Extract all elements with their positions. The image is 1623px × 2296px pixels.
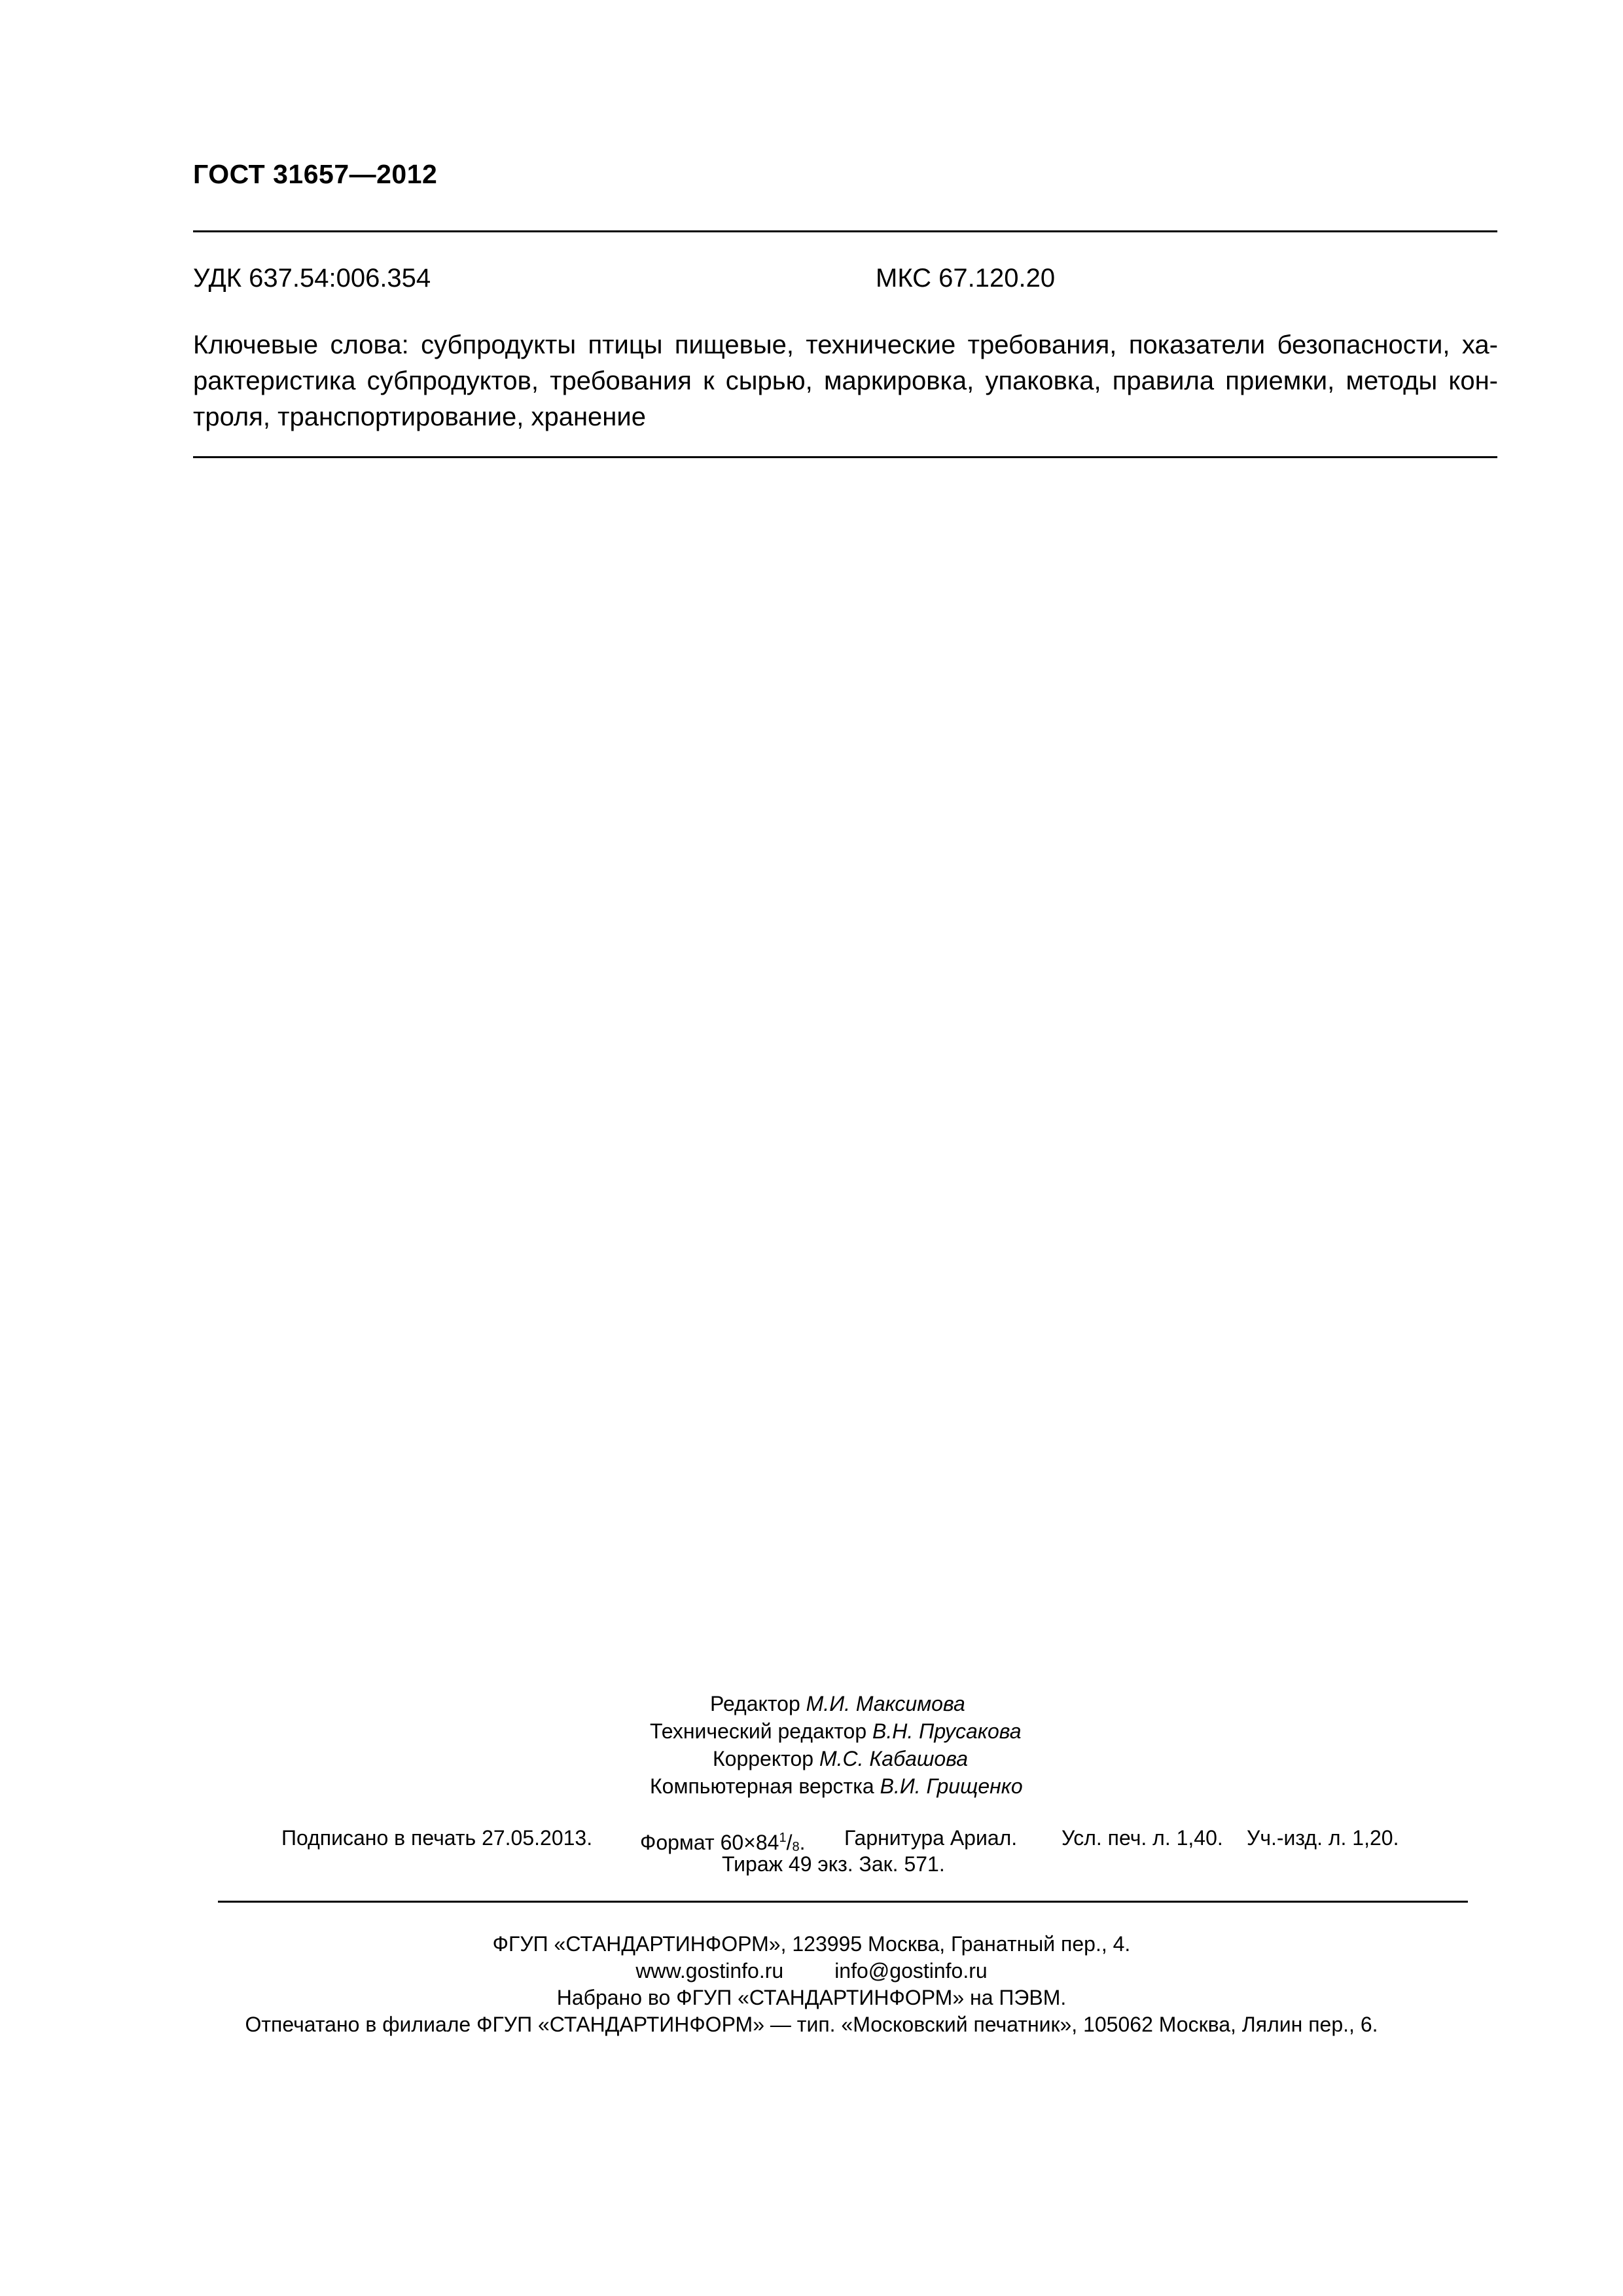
editor-label: Редактор: [710, 1692, 800, 1715]
contact-line: [0, 1958, 1623, 1984]
typeface: Гарнитура Ариал.: [844, 1826, 1018, 1850]
email-link[interactable]: info@gostinfo.ru: [834, 1959, 988, 1982]
editor-name: М.И. Максимова: [806, 1692, 965, 1715]
keywords-divider: [193, 456, 1497, 458]
tech-editor-label: Технический редактор: [650, 1719, 867, 1743]
udk-code: УДК 637.54:006.354: [193, 264, 431, 293]
credits-block: [0, 1690, 1623, 1800]
keywords-block: [193, 327, 1498, 435]
publisher-address: ФГУП «СТАНДАРТИНФОРМ», 123995 Москва, Гранатный пер., 4.: [492, 1932, 1131, 1956]
layout-label: Компьютерная верстка: [650, 1774, 874, 1798]
editor-credit: [710, 1690, 1623, 1717]
corrector-name: М.С. Кабашова: [819, 1747, 969, 1770]
imprint-divider: [218, 1901, 1468, 1903]
tech-editor-name: В.Н. Прусакова: [872, 1719, 1022, 1743]
printed-note: Отпечатано в филиале ФГУП «СТАНДАРТИНФОРМ» — тип. «Московский печатник», 105062 Москва, Лялин пер., 6.: [245, 2013, 1378, 2036]
imprint-block: [0, 1931, 1623, 2038]
website-link[interactable]: www.gostinfo.ru: [635, 1959, 784, 1982]
publication-details: [0, 1825, 1623, 1877]
tech-editor-credit: [650, 1717, 1623, 1745]
typeset-note: Набрано во ФГУП «СТАНДАРТИНФОРМ» на ПЭВМ.: [556, 1986, 1067, 2009]
corrector-credit: [713, 1745, 1623, 1772]
mks-code: МКС 67.120.20: [876, 264, 1056, 293]
corrector-label: Корректор: [713, 1747, 814, 1770]
print-run: Тираж 49 экз. Зак. 571.: [722, 1852, 945, 1876]
layout-name: В.И. Грищенко: [880, 1774, 1023, 1798]
keywords-line: Ключевые слова: субпродукты птицы пищевые, технические требования, показатели безопасности, ха-: [193, 331, 1498, 359]
top-divider: [193, 230, 1497, 232]
standard-designation: ГОСТ 31657—2012: [193, 159, 438, 189]
layout-credit: [650, 1772, 1623, 1800]
keywords-line: рактеристика субпродуктов, требования к сырью, маркировка, упаковка, правила приемки, методы кон-: [193, 367, 1498, 395]
print-sheets: Усл. печ. л. 1,40.: [1061, 1826, 1223, 1850]
publisher-sheets: Уч.-изд. л. 1,20.: [1247, 1826, 1399, 1850]
signed-date: Подписано в печать 27.05.2013.: [281, 1826, 593, 1850]
keywords-line: троля, транспортирование, хранение: [193, 403, 646, 431]
page-format: Формат $60\times 84^1/_8$.: [640, 1831, 806, 1854]
publication-line: [0, 1825, 1623, 1854]
